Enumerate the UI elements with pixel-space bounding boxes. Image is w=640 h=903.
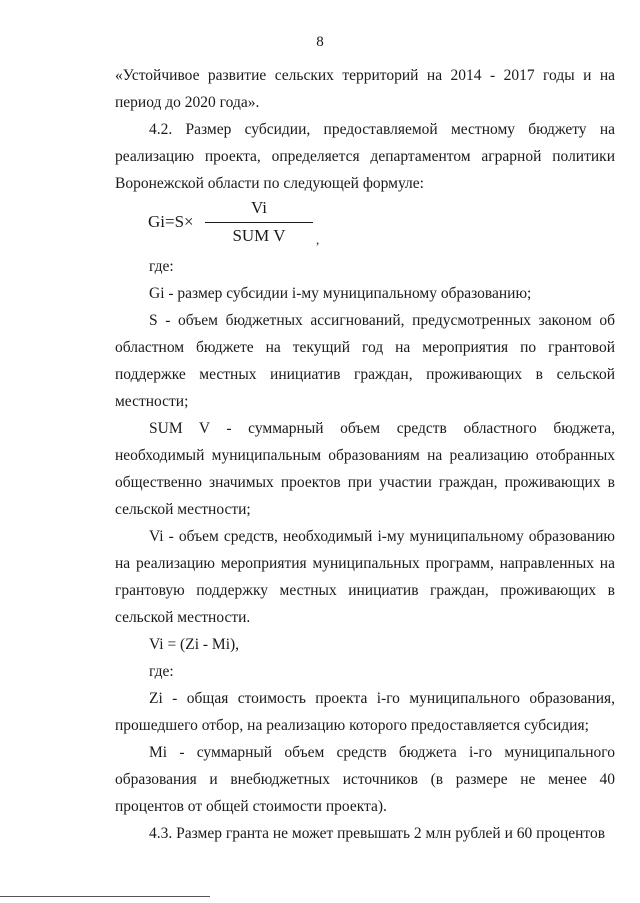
formula-numerator: Vi <box>251 198 267 217</box>
text-block-bottom <box>115 253 615 847</box>
paragraph: S - объем бюджетных ассигнований, предусмотренных законом об областном бюджете на текущий год на мероприятия по грантовой поддержке местных инициатив граждан, проживающих в сельской местности; <box>115 312 615 410</box>
paragraph: Mi - суммарный объем средств бюджета i-го муниципального образования и внебюджетных источников (в размере не менее 40 процентов от общей стоимости проекта). <box>115 744 615 815</box>
paragraph: Zi - общая стоимость проекта i-го муниципального образования, прошедшего отбор, на реализацию которого предоставляется субсидия; <box>115 690 615 734</box>
paragraph: где: <box>149 258 174 275</box>
text-block-top <box>115 62 615 197</box>
page-number: 8 <box>316 34 324 50</box>
paragraph: где: <box>149 663 174 680</box>
footer-rule <box>0 896 210 897</box>
formula-denominator: SUM V <box>232 226 286 245</box>
paragraph: 4.2. Размер субсидии, предоставляемой местному бюджету на реализацию проекта, определяется департаментом аграрной политики Воронежской области по следующей формуле: <box>115 121 615 192</box>
paragraph: Gi - размер субсидии i-му муниципальному образованию; <box>149 285 532 302</box>
paragraph: «Устойчивое развитие сельских территорий на 2014 - 2017 годы и на период до 2020 года». <box>115 67 615 111</box>
subsidy-formula <box>148 198 348 258</box>
formula-lhs: Gi=S× <box>148 212 194 231</box>
formula-trailing: , <box>316 232 320 247</box>
paragraph: SUM V - суммарный объем средств областного бюджета, необходимый муниципальным образованиям на реализацию отобранных общественно значимых проектов при участии граждан, проживающих в сельской местности; <box>115 420 615 518</box>
fraction-bar <box>205 222 313 223</box>
paragraph: 4.3. Размер гранта не может превышать 2 млн рублей и 60 процентов <box>149 825 606 842</box>
paragraph: Vi = (Zi - Mi), <box>149 636 240 653</box>
paragraph: Vi - объем средств, необходимый i-му муниципальному образованию на реализацию мероприятия муниципальных программ, направленных на грантовую поддержку местных инициатив граждан, проживающих в сельской местности. <box>115 528 615 626</box>
